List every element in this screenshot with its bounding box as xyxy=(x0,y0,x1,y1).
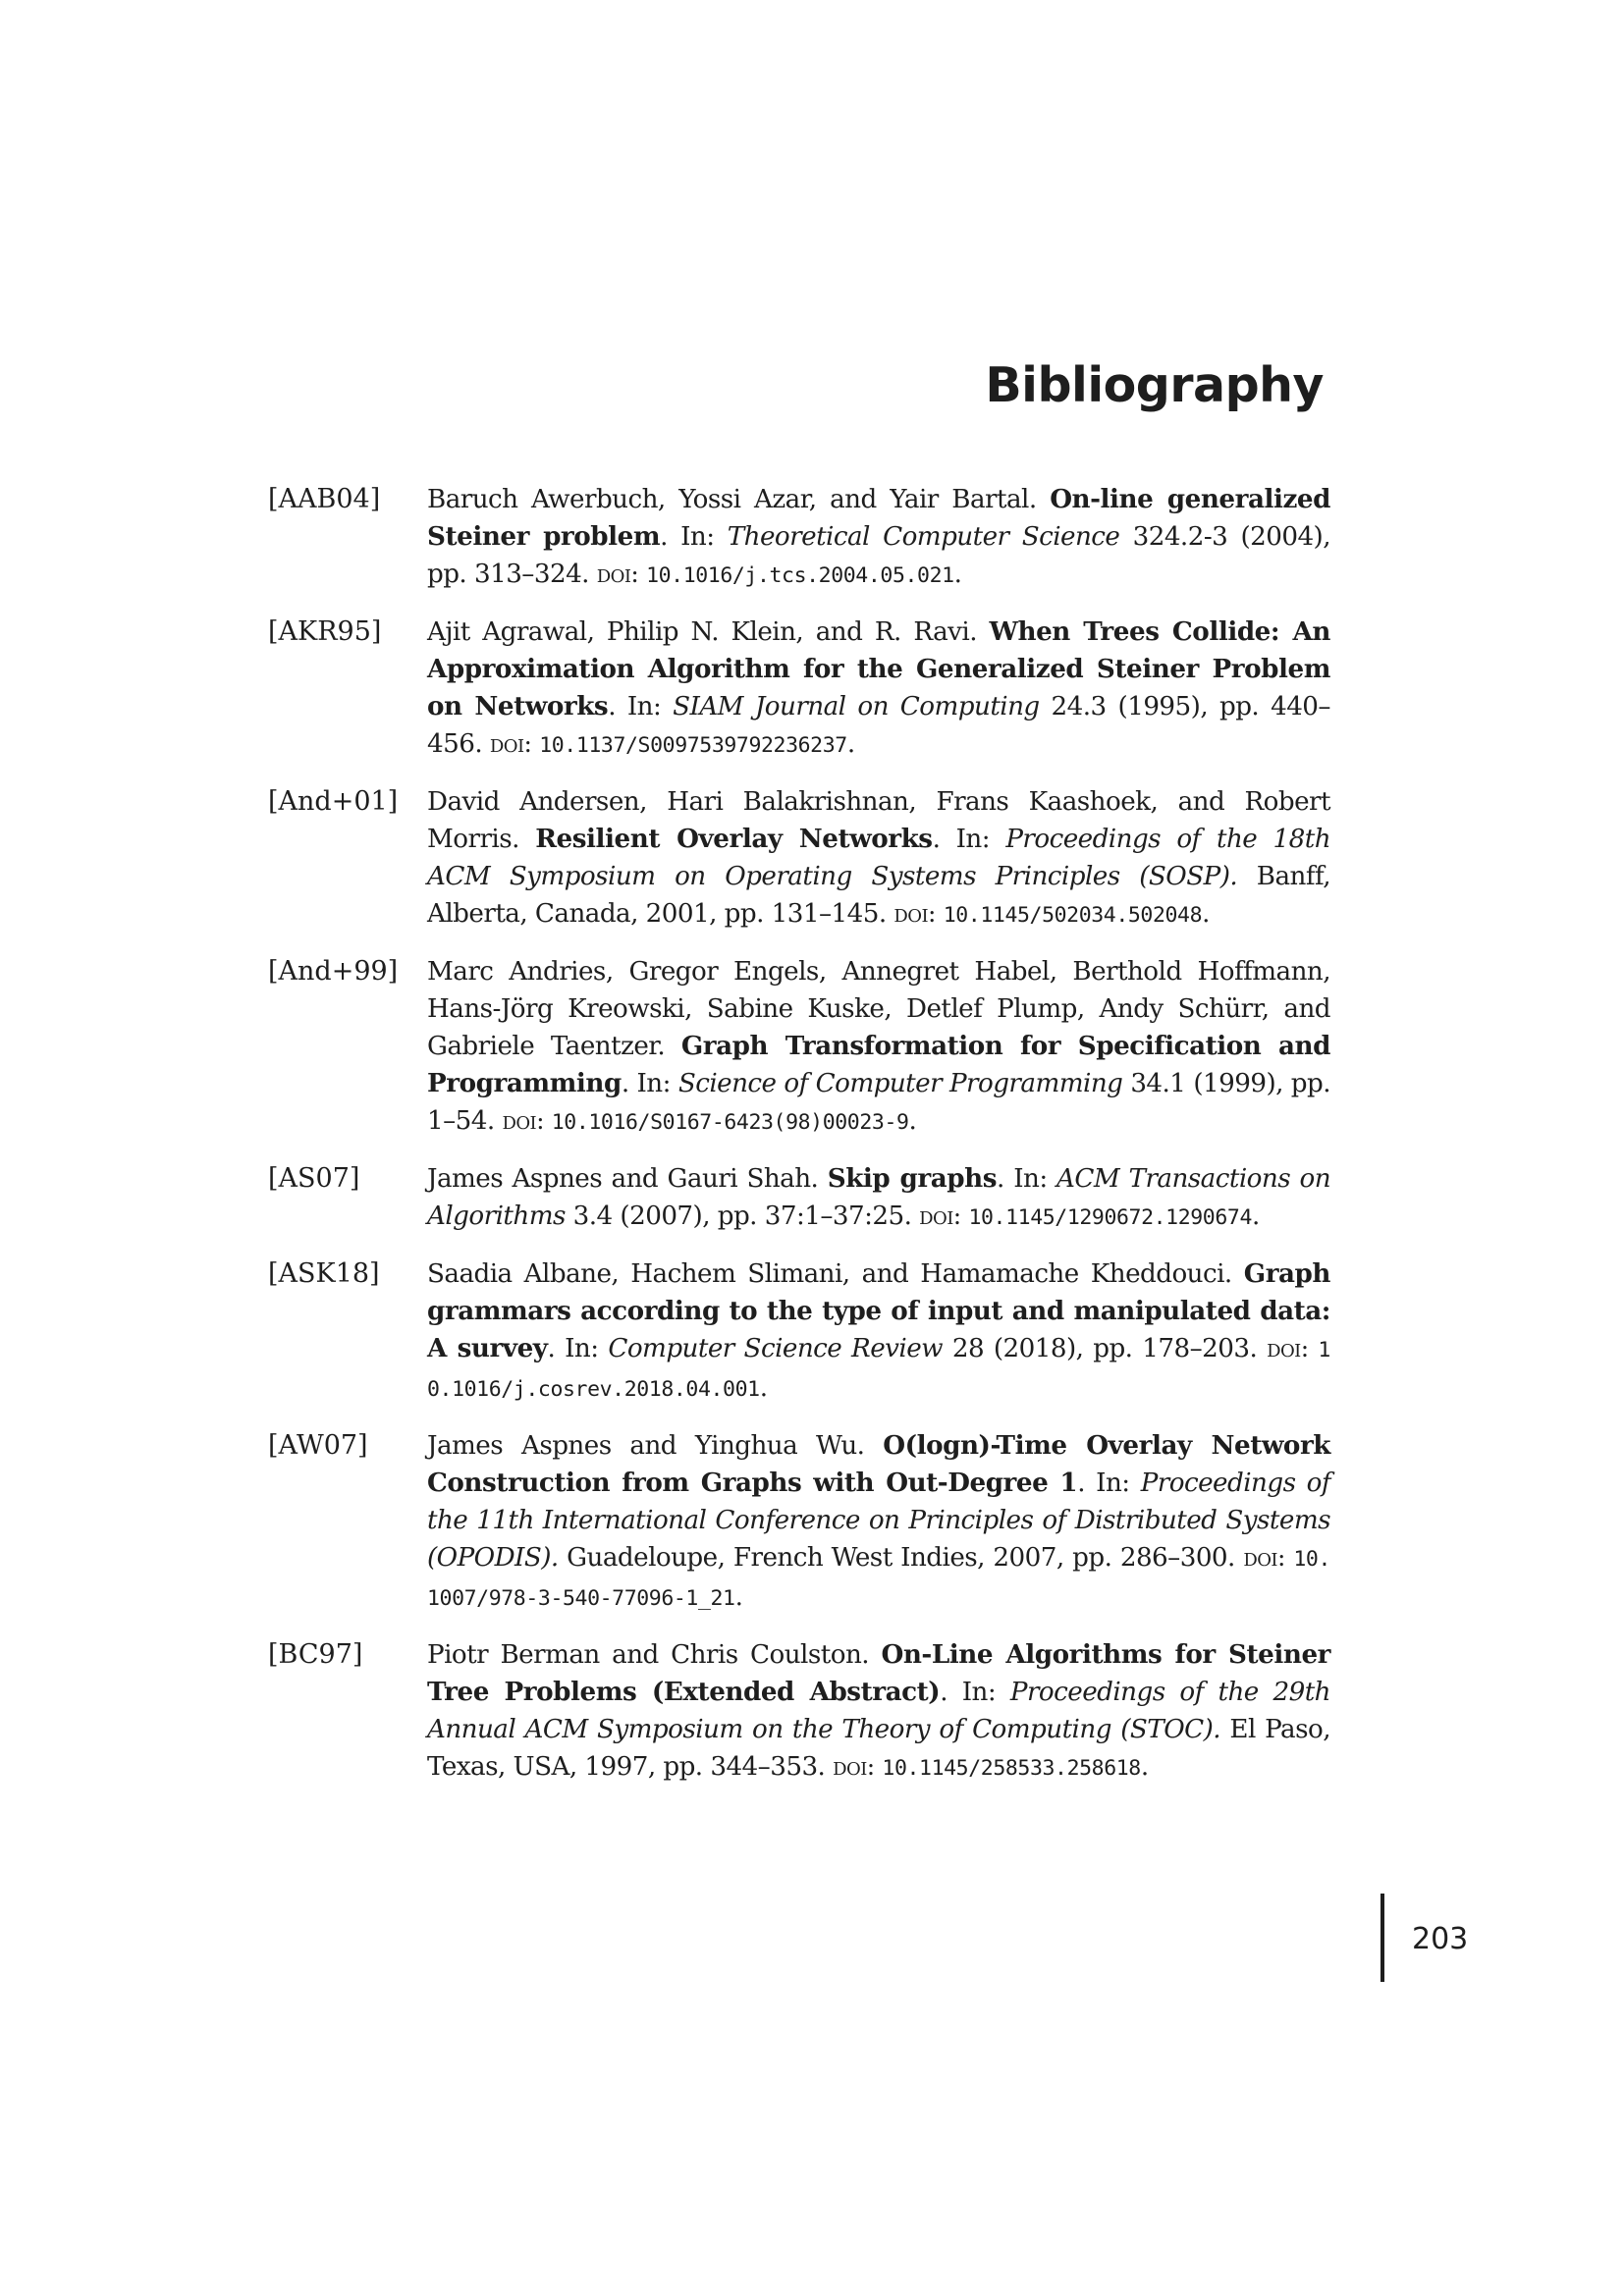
citation-details: 324.2-3 (2004), pp. 313–324. xyxy=(427,522,1330,589)
citation-in: In: xyxy=(626,692,662,721)
citation-body: David Andersen, Hari Balakrishnan, Frans Kaashoek, and Robert Morris. Resilient Overlay Networks. In: Proceedings of the 18th ACM Symposium on Operating Systems Principles (SOSP). Banff, Alberta, Canada, 2001, pp. 131–145. doi: 10.1145/502034.502048. xyxy=(427,787,1331,929)
citation-authors: Piotr Berman and Chris Coulston. xyxy=(427,1640,870,1670)
citation-in: In: xyxy=(1013,1164,1048,1194)
citation-details: 28 (2018), pp. 178–203. xyxy=(951,1334,1258,1363)
bibliography-list xyxy=(268,481,1330,1806)
citation-key: [ASK18] xyxy=(268,1258,380,1289)
citation-venue: Proceedings of the 11th International Conference on Principles of Distributed Systems (OPODIS). xyxy=(427,1468,1330,1573)
doi-label: doi: xyxy=(596,560,639,588)
bib-entry xyxy=(268,1636,1330,1788)
bib-entry xyxy=(268,1427,1330,1618)
citation-venue: Proceedings of the 18th ACM Symposium on Operating Systems Principles (SOSP). xyxy=(427,825,1331,891)
citation-body: Piotr Berman and Chris Coulston. On-Line Algorithms for Steiner Tree Problems (Extended Abstract). In: Proceedings of the 29th Annual ACM Symposium on the Theory of Computing (STOC). El Paso, Texas, USA, 1997, pp. 344–353. doi: 10.1145/258533.258618. xyxy=(427,1639,1331,1782)
doi-label: doi: xyxy=(893,899,936,928)
bib-entry xyxy=(268,783,1330,934)
citation-body: James Aspnes and Yinghua Wu. O(logn)-Time Overlay Network Construction from Graphs with Out-Degree 1. In: Proceedings of the 11th International Conference on Principles of Distributed Systems (OPODIS). Guadeloupe, French West Indies, 2007, pp. 286–300. doi: 10.1007/978-3-540-77096-1_21. xyxy=(427,1430,1330,1612)
citation-in: In: xyxy=(680,522,715,552)
citation-title: On-Line Algorithms for Steiner Tree Problems (Extended Abstract) xyxy=(427,1639,1331,1707)
citation-key: [AKR95] xyxy=(268,616,382,647)
citation-details: 3.4 (2007), pp. 37:1–37:25. xyxy=(572,1201,912,1231)
citation-body: James Aspnes and Gauri Shah. Skip graphs. In: ACM Transactions on Algorithms 3.4 (2007), pp. 37:1–37:25. doi: 10.1145/1290672.1290674. xyxy=(427,1163,1331,1231)
citation-details: El Paso, Texas, USA, 1997, pp. 344–353. xyxy=(427,1715,1330,1782)
citation-in: In: xyxy=(636,1069,671,1098)
doi-link[interactable]: 10.1145/502034.502048 xyxy=(943,903,1203,928)
doi-link[interactable]: 10.1007/978-3-540-77096-1_21 xyxy=(427,1547,1330,1611)
citation-key: [AAB04] xyxy=(268,484,381,514)
citation-body: Ajit Agrawal, Philip N. Klein, and R. Ravi. When Trees Collide: An Approximation Algorithm for the Generalized Steiner Problem on Networks. In: SIAM Journal on Computing 24.3 (1995), pp. 440–456. doi: 10.1137/S0097539792236237. xyxy=(427,616,1330,759)
doi-link[interactable]: 10.1137/S0097539792236237 xyxy=(539,733,847,758)
citation-venue: ACM Transactions on Algorithms xyxy=(427,1164,1331,1231)
citation-authors: David Andersen, Hari Balakrishnan, Frans Kaashoek, and Robert Morris. xyxy=(427,787,1330,854)
citation-key: [And+99] xyxy=(268,956,399,987)
citation-body: Baruch Awerbuch, Yossi Azar, and Yair Bartal. On-line generalized Steiner problem. In: Theoretical Computer Science 324.2-3 (2004), pp. 313–324. doi: 10.1016/j.tcs.2004.05.021. xyxy=(427,484,1330,589)
doi-label: doi: xyxy=(489,729,532,758)
citation-authors: Ajit Agrawal, Philip N. Klein, and R. Ravi. xyxy=(427,617,977,647)
citation-authors: Baruch Awerbuch, Yossi Azar, and Yair Bartal. xyxy=(427,485,1037,514)
citation-title: Resilient Overlay Networks xyxy=(535,824,933,854)
citation-venue: SIAM Journal on Computing xyxy=(673,692,1040,721)
doi-link[interactable]: 10.1145/258533.258618 xyxy=(882,1756,1141,1781)
bib-entry xyxy=(268,1255,1330,1409)
doi-label: doi: xyxy=(1243,1543,1285,1572)
citation-details: 24.3 (1995), pp. 440–456. xyxy=(427,692,1330,759)
citation-key: [AW07] xyxy=(268,1430,368,1461)
citation-title: On-line generalized Steiner problem xyxy=(427,484,1330,552)
citation-key: [And+01] xyxy=(268,786,399,817)
citation-body: Marc Andries, Gregor Engels, Annegret Habel, Berthold Hoffmann, Hans-Jörg Kreowski, Sabine Kuske, Detlef Plump, Andy Schürr, and Gabriele Taentzer. Graph Transformation for Specification and Programming. In: Science of Computer Programming 34.1 (1999), pp. 1–54. doi: 10.1016/S0167-6423(98)00023-9. xyxy=(427,957,1330,1136)
doi-label: doi: xyxy=(833,1752,875,1781)
bib-entry xyxy=(268,953,1330,1142)
doi-link[interactable]: 10.1016/j.cosrev.2018.04.001 xyxy=(427,1338,1330,1402)
citation-title: When Trees Collide: An Approximation Algorithm for the Generalized Steiner Problem on Networks xyxy=(427,616,1330,721)
citation-key: [AS07] xyxy=(268,1163,360,1194)
citation-key: [BC97] xyxy=(268,1639,363,1670)
bib-entry xyxy=(268,481,1330,595)
citation-authors: Saadia Albane, Hachem Slimani, and Hamamache Kheddouci. xyxy=(427,1259,1232,1289)
citation-authors: James Aspnes and Gauri Shah. xyxy=(427,1164,819,1194)
page-title: Bibliography xyxy=(985,357,1324,413)
citation-in: In: xyxy=(565,1334,599,1363)
citation-in: In: xyxy=(1096,1468,1130,1498)
citation-title: Graph grammars according to the type of input and manipulated data: A survey xyxy=(427,1258,1331,1363)
doi-label: doi: xyxy=(502,1106,544,1135)
citation-authors: Marc Andries, Gregor Engels, Annegret Habel, Berthold Hoffmann, Hans-Jörg Kreowski, Sabine Kuske, Detlef Plump, Andy Schürr, and Gabriele Taentzer. xyxy=(427,957,1330,1061)
citation-title: O(logn)-Time Overlay Network Construction from Graphs with Out-Degree 1 xyxy=(427,1430,1330,1498)
bib-entry xyxy=(268,614,1330,765)
citation-venue: Proceedings of the 29th Annual ACM Symposium on the Theory of Computing (STOC). xyxy=(427,1678,1330,1744)
citation-details: 34.1 (1999), pp. 1–54. xyxy=(427,1069,1330,1136)
doi-link[interactable]: 10.1016/S0167-6423(98)00023-9 xyxy=(551,1110,909,1135)
bib-entry xyxy=(268,1160,1330,1237)
citation-details: Banff, Alberta, Canada, 2001, pp. 131–145. xyxy=(427,862,1330,929)
doi-label: doi: xyxy=(1267,1334,1309,1362)
citation-in: In: xyxy=(961,1678,997,1707)
page-number: 203 xyxy=(1412,1922,1469,1956)
doi-link[interactable]: 10.1016/j.tcs.2004.05.021 xyxy=(646,563,954,588)
page-number-rule xyxy=(1380,1894,1384,1982)
citation-in: In: xyxy=(955,825,991,854)
citation-title: Graph Transformation for Specification and Programming xyxy=(427,1031,1330,1098)
citation-venue: Theoretical Computer Science xyxy=(727,522,1120,552)
citation-venue: Computer Science Review xyxy=(608,1334,944,1363)
doi-link[interactable]: 10.1145/1290672.1290674 xyxy=(968,1205,1252,1230)
citation-body: Saadia Albane, Hachem Slimani, and Hamamache Kheddouci. Graph grammars according to the type of input and manipulated data: A survey. In: Computer Science Review 28 (2018), pp. 178–203. doi: 10.1016/j.cosrev.2018.04.001. xyxy=(427,1258,1331,1403)
citation-details: Guadeloupe, French West Indies, 2007, pp. 286–300. xyxy=(567,1543,1235,1573)
doi-label: doi: xyxy=(919,1201,961,1230)
citation-title: Skip graphs xyxy=(827,1163,998,1194)
citation-authors: James Aspnes and Yinghua Wu. xyxy=(427,1431,865,1461)
citation-venue: Science of Computer Programming xyxy=(677,1069,1123,1098)
